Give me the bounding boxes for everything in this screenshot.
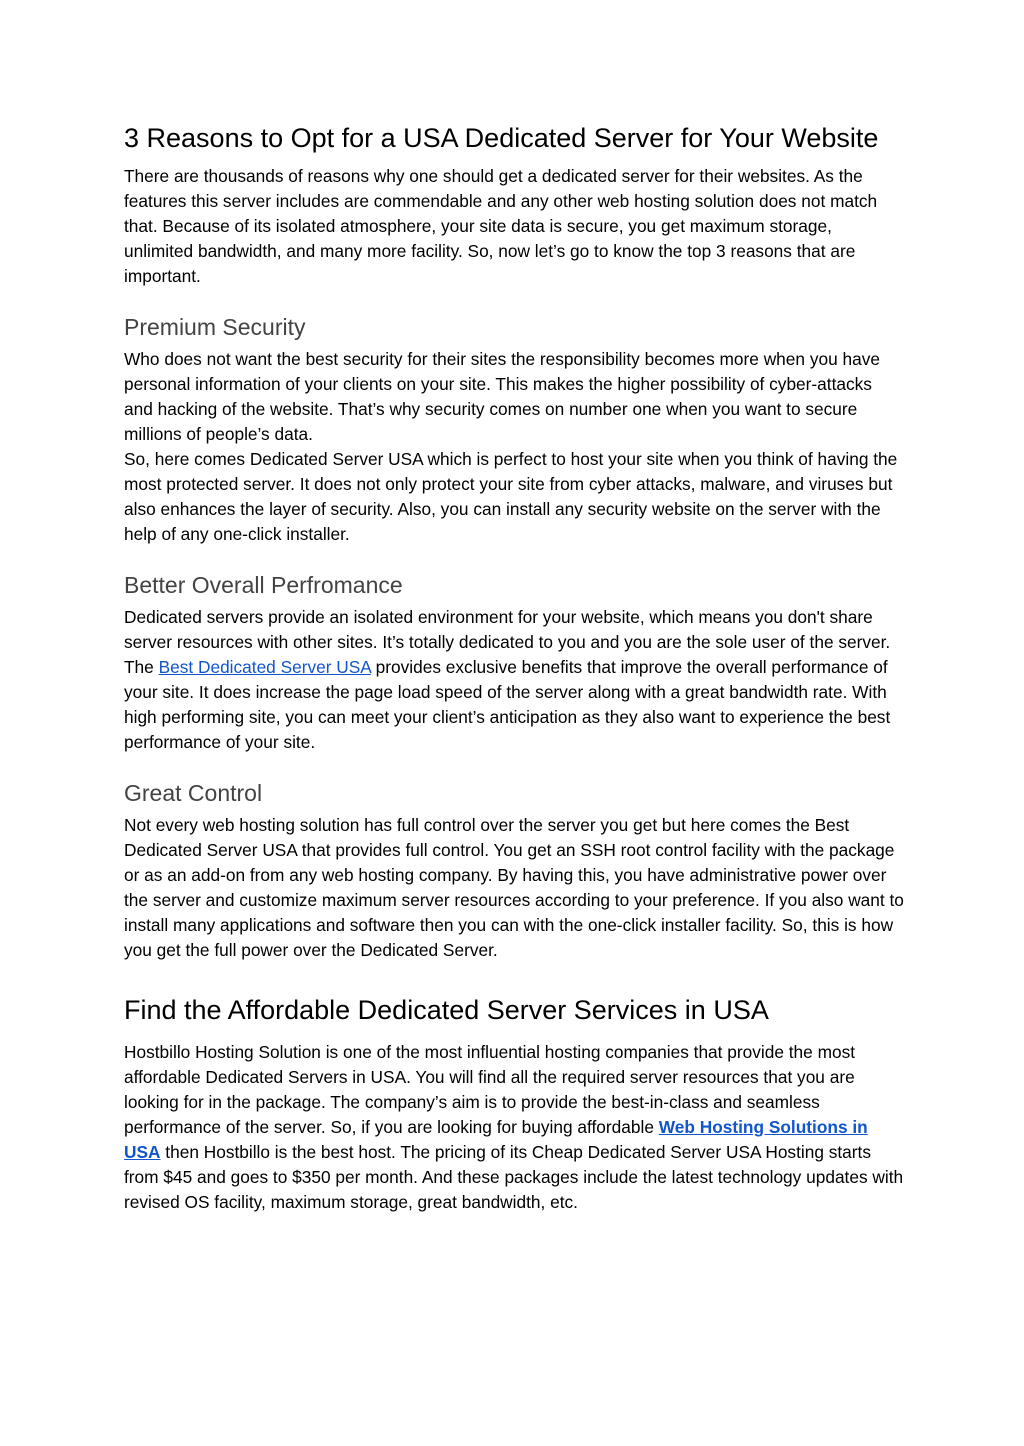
performance-text-before-link: Dedicated servers provide an isolated environment for your website, which means you don't share server resources with other sites. It’s totally dedicated to you and you are the sole user of the server. The [124, 607, 891, 677]
performance-text-after-link: provides exclusive benefits that improve the overall performance of your site. It does increase the page load speed of the server along with a great bandwidth rate. With high performing site, you can meet your client’s anticipation as they also want to experience the best performance of your site. [124, 657, 891, 752]
section-title-affordable-servers: Find the Affordable Dedicated Server Services in USA [124, 995, 769, 1025]
best-dedicated-server-usa-link[interactable]: Best Dedicated Server USA [158, 657, 371, 677]
web-hosting-solutions-usa-link[interactable]: Web Hosting Solutions in USA [124, 1117, 868, 1162]
section-heading-premium-security: Premium Security [124, 314, 306, 340]
document-page [124, 118, 904, 1215]
premium-security-paragraph-1: Who does not want the best security for their sites the responsibility becomes more when you have personal information of your clients on your site. This makes the higher possibility of cyber-attacks and hacking of the website. That’s why security comes on number one when you want to secure millions of people’s data. [124, 349, 880, 444]
section-heading-better-performance: Better Overall Perfromance [124, 572, 403, 598]
affordable-text-before-link: Hostbillo Hosting Solution is one of the most influential hosting companies that provide the most affordable Dedicated Servers in USA. You will find all the required server resources that you are looking for in the package. The company’s aim is to provide the best-in-class and seamless performance of the server. So, if you are looking for buying affordable [124, 1042, 856, 1137]
affordable-text-after-link: then Hostbillo is the best host. The pricing of its Cheap Dedicated Server USA Hosting starts from $45 and goes to $350 per month. And these packages include the latest technology updates with revised OS facility, maximum storage, great bandwidth, etc. [124, 1142, 904, 1212]
page-title: 3 Reasons to Opt for a USA Dedicated Server for Your Website [124, 123, 879, 153]
premium-security-paragraph-2: So, here comes Dedicated Server USA which is perfect to host your site when you think of having the most protected server. It does not only protect your site from cyber attacks, malware, and viruses but also enhances the layer of security. Also, you can install any security website on the server with the help of any one-click installer. [124, 449, 898, 544]
section-heading-great-control: Great Control [124, 780, 263, 806]
intro-paragraph: There are thousands of reasons why one should get a dedicated server for their websites. As the features this server includes are commendable and any other web hosting solution does not match that. Because of its isolated atmosphere, your site data is secure, you get maximum storage, unlimited bandwidth, and many more facility. So, now let’s go to know the top 3 reasons that are important. [124, 166, 878, 286]
better-performance-paragraph [124, 605, 904, 755]
affordable-servers-paragraph [124, 1040, 904, 1215]
great-control-paragraph: Not every web hosting solution has full control over the server you get but here comes the Best Dedicated Server USA that provides full control. You get an SSH root control facility with the package or as an add-on from any web hosting company. By having this, you have administrative power over the server and customize maximum server resources according to your preference. If you also want to install many applications and software then you can with the one-click installer facility. So, this is how you get the full power over the Dedicated Server. [124, 815, 904, 960]
